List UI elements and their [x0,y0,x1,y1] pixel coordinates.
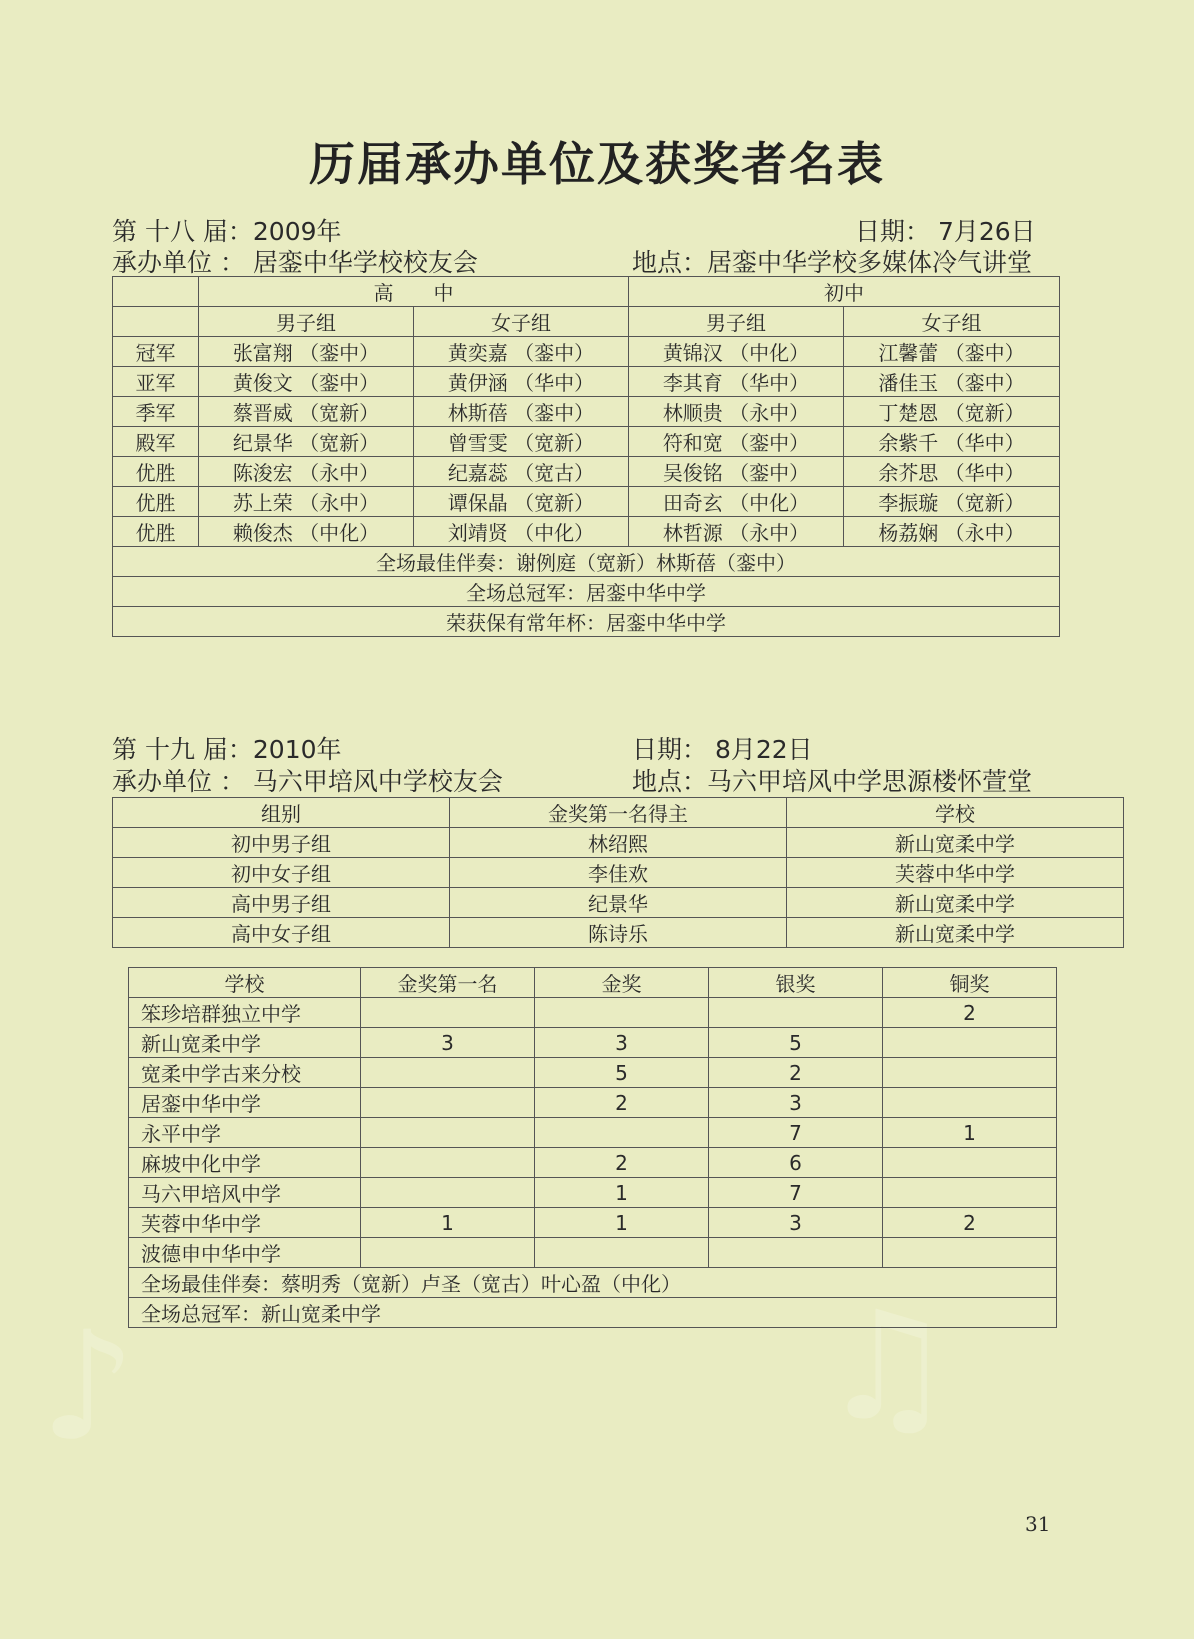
medal-count-cell: 1 [883,1118,1057,1148]
table-row [113,517,1060,547]
group-header: 男子组 [199,307,414,337]
medal-count-cell [883,1088,1057,1118]
page-number: 31 [1025,1512,1051,1536]
rank-cell: 亚军 [113,367,199,397]
table-row [129,1208,1057,1238]
column-header: 学校 [787,798,1124,828]
edition-18-label: 第 十八 届：2009年 [112,217,342,246]
table-row [129,1148,1057,1178]
page-title: 历届承办单位及获奖者名表 [309,137,885,191]
winner-cell: 江馨蕾 （銮中） [844,337,1060,367]
winner-cell: 黄锦汉 （中化） [629,337,844,367]
table-row [129,998,1057,1028]
winner-cell: 林绍熙 [450,828,787,858]
medal-count-cell: 7 [709,1118,883,1148]
edition-19-winners-table [112,797,1124,948]
school-cell: 新山宽柔中学 [787,828,1124,858]
level-header: 高 中 [199,277,629,307]
school-cell: 宽柔中学古来分校 [129,1058,361,1088]
school-cell: 波德申中华中学 [129,1238,361,1268]
winner-cell: 杨荔娴 （永中） [844,517,1060,547]
medal-count-cell [361,1178,535,1208]
edition-19-date: 日期： 8月22日 [632,735,813,764]
medal-count-cell [361,1238,535,1268]
winner-cell: 符和宽 （銮中） [629,427,844,457]
group-header: 男子组 [629,307,844,337]
edition-18-venue: 地点：居銮中华学校多媒体冷气讲堂 [632,248,1033,277]
winner-cell: 陈浚宏 （永中） [199,457,414,487]
winner-cell: 纪嘉蕊 （宽古） [414,457,629,487]
table-row [129,1058,1057,1088]
medal-count-cell: 3 [709,1088,883,1118]
edition-18-date: 日期： 7月26日 [855,217,1036,246]
winner-cell: 田奇玄 （中化） [629,487,844,517]
school-cell: 新山宽柔中学 [787,918,1124,948]
rank-cell: 优胜 [113,517,199,547]
table-row [113,487,1060,517]
winner-cell: 张富翔 （銮中） [199,337,414,367]
column-header: 金奖第一名 [361,968,535,998]
edition-19-label: 第 十九 届：2010年 [112,735,342,764]
best-accompanist: 全场最佳伴奏：谢例庭（宽新）林斯蓓（銮中） [113,547,1060,577]
medal-count-cell: 1 [361,1208,535,1238]
table-row [113,367,1060,397]
table-row [113,337,1060,367]
table-row [129,1118,1057,1148]
winner-cell: 纪景华 （宽新） [199,427,414,457]
winner-cell: 吴俊铭 （銮中） [629,457,844,487]
school-cell: 麻坡中化中学 [129,1148,361,1178]
school-cell: 芙蓉中华中学 [787,858,1124,888]
school-cell: 笨珍培群独立中学 [129,998,361,1028]
winner-cell: 黄奕嘉 （銮中） [414,337,629,367]
group-header: 女子组 [414,307,629,337]
rank-cell: 优胜 [113,487,199,517]
column-header: 组别 [113,798,450,828]
medal-count-cell: 2 [709,1058,883,1088]
music-note-decoration: ♫ [820,1280,955,1454]
winner-cell: 林斯蓓 （銮中） [414,397,629,427]
medal-count-cell [535,1118,709,1148]
winner-cell: 蔡晋威 （宽新） [199,397,414,427]
medal-count-cell [883,1178,1057,1208]
medal-count-cell [883,1148,1057,1178]
school-cell: 马六甲培风中学 [129,1178,361,1208]
table-row [129,1238,1057,1268]
level-header: 初中 [629,277,1060,307]
winner-cell: 李佳欢 [450,858,787,888]
winner-cell: 林哲源 （永中） [629,517,844,547]
medal-count-cell: 3 [361,1028,535,1058]
school-cell: 永平中学 [129,1118,361,1148]
group-cell: 高中女子组 [113,918,450,948]
medal-count-cell [361,1118,535,1148]
winner-cell: 余芥思 （华中） [844,457,1060,487]
rank-cell: 殿军 [113,427,199,457]
winner-cell: 潘佳玉 （銮中） [844,367,1060,397]
rank-cell: 冠军 [113,337,199,367]
medal-count-cell: 3 [535,1028,709,1058]
medal-count-cell [883,1058,1057,1088]
medal-count-cell [361,1088,535,1118]
edition-19-host: 承办单位 ： 马六甲培风中学校友会 [112,767,503,796]
medal-count-cell [709,1238,883,1268]
medal-count-cell [361,1148,535,1178]
column-header: 铜奖 [883,968,1057,998]
winner-cell: 余紫千 （华中） [844,427,1060,457]
overall-champion: 全场总冠军：新山宽柔中学 [129,1298,1057,1328]
column-header: 学校 [129,968,361,998]
table-row [113,427,1060,457]
table-row [113,828,1124,858]
rank-cell: 季军 [113,397,199,427]
rank-cell: 优胜 [113,457,199,487]
medal-count-cell: 3 [709,1208,883,1238]
winner-cell: 黄俊文 （銮中） [199,367,414,397]
winner-cell: 刘靖贤 （中化） [414,517,629,547]
edition-18-results-table [112,276,1060,637]
school-cell: 新山宽柔中学 [787,888,1124,918]
table-row [113,918,1124,948]
winner-cell: 李其育 （华中） [629,367,844,397]
medal-count-cell [361,1058,535,1088]
medal-count-cell: 6 [709,1148,883,1178]
group-cell: 初中女子组 [113,858,450,888]
winner-cell: 林顺贵 （永中） [629,397,844,427]
medal-count-cell: 5 [709,1028,883,1058]
winner-cell: 苏上荣 （永中） [199,487,414,517]
corner-cell [113,277,199,307]
medal-count-cell: 5 [535,1058,709,1088]
medal-count-cell [883,1238,1057,1268]
edition-19-medal-table [128,967,1057,1328]
group-cell: 初中男子组 [113,828,450,858]
column-header: 金奖 [535,968,709,998]
school-cell: 芙蓉中华中学 [129,1208,361,1238]
group-cell: 高中男子组 [113,888,450,918]
table-row [113,858,1124,888]
table-row [113,397,1060,427]
table-row [113,888,1124,918]
medal-count-cell: 2 [535,1148,709,1178]
best-accompanist: 全场最佳伴奏：蔡明秀（宽新）卢圣（宽古）叶心盈（中化） [129,1268,1057,1298]
medal-count-cell [361,998,535,1028]
winner-cell: 丁楚恩 （宽新） [844,397,1060,427]
table-row [129,1028,1057,1058]
corner-cell [113,307,199,337]
medal-count-cell [535,1238,709,1268]
table-row [129,1178,1057,1208]
medal-count-cell: 1 [535,1178,709,1208]
column-header: 银奖 [709,968,883,998]
winner-cell: 陈诗乐 [450,918,787,948]
table-row [113,457,1060,487]
medal-count-cell [883,1028,1057,1058]
group-header: 女子组 [844,307,1060,337]
medal-count-cell [709,998,883,1028]
medal-count-cell: 2 [883,1208,1057,1238]
winner-cell: 纪景华 [450,888,787,918]
medal-count-cell: 2 [535,1088,709,1118]
winner-cell: 谭保晶 （宽新） [414,487,629,517]
edition-19-venue: 地点：马六甲培风中学思源楼怀萱堂 [632,767,1033,796]
medal-count-cell: 7 [709,1178,883,1208]
music-note-decoration: ♪ [40,1300,136,1474]
medal-count-cell: 1 [535,1208,709,1238]
overall-champion: 全场总冠军：居銮中华中学 [113,577,1060,607]
winner-cell: 赖俊杰 （中化） [199,517,414,547]
medal-count-cell: 2 [883,998,1057,1028]
school-cell: 新山宽柔中学 [129,1028,361,1058]
school-cell: 居銮中华中学 [129,1088,361,1118]
column-header: 金奖第一名得主 [450,798,787,828]
winner-cell: 李振璇 （宽新） [844,487,1060,517]
winner-cell: 曾雪雯 （宽新） [414,427,629,457]
edition-18-host: 承办单位 ： 居銮中华学校校友会 [112,248,478,277]
medal-count-cell [535,998,709,1028]
table-row [129,1088,1057,1118]
winner-cell: 黄伊涵 （华中） [414,367,629,397]
permanent-cup: 荣获保有常年杯：居銮中华中学 [113,607,1060,637]
